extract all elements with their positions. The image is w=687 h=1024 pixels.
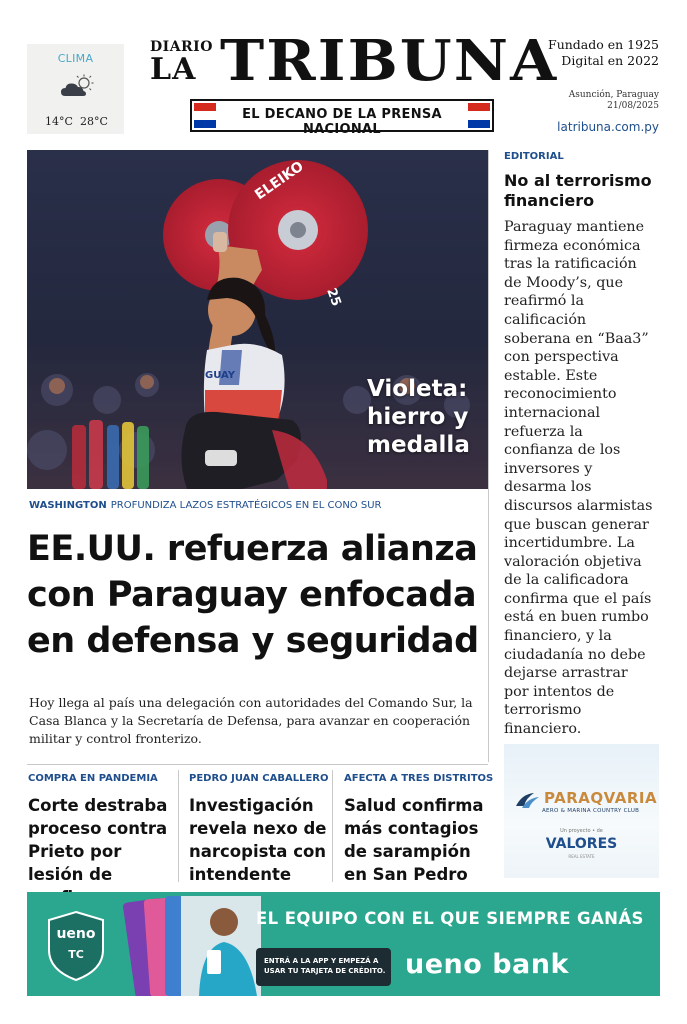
ad-developer-sub: REAL ESTATE: [568, 854, 595, 859]
jersey-text: GUAY: [205, 370, 236, 381]
banner-cta-text: ENTRÁ A LA APP Y EMPEZÁ A USAR TU TARJETA DE CRÉDITO.: [264, 957, 386, 975]
dateline-date: 21/08/2025: [607, 101, 659, 111]
editorial-kicker: EDITORIAL: [504, 151, 564, 162]
temp-min: 14°C: [45, 115, 73, 128]
main-lede: Hoy llega al país una delegación con autoridades del Comando Sur, la Casa Blanca y la Secretaría de Defensa, para avanzar en cooperación militar y control fronterizo.: [29, 695, 473, 746]
masthead-logo[interactable]: TRIBUNA: [220, 28, 559, 94]
credit-cards-illustration: [119, 892, 269, 996]
temp-max: 28°C: [80, 115, 108, 128]
sub-story-kicker: AFECTA A TRES DISTRITOS: [344, 773, 494, 784]
divider: [27, 764, 488, 765]
main-kicker-topic: PROFUNDIZA LAZOS ESTRATÉGICOS EN EL CONO SUR: [110, 500, 382, 511]
ad-developer: VALORES: [545, 836, 618, 852]
paraguay-flag-icon: [468, 103, 490, 128]
banner-bank-logo: ueno bank: [405, 949, 569, 980]
hero-caption[interactable]: Violeta: hierro y medalla: [367, 376, 470, 458]
hero-photo[interactable]: [27, 150, 488, 489]
site-link[interactable]: latribuna.com.py: [557, 120, 659, 134]
sub-story-headline[interactable]: Investigación revela nexo de narcopista con intendente: [189, 796, 327, 884]
editorial-body: Paraguay mantiene firmeza económica tras la ratificación de Moody’s, que reafirmó la calificación soberana en “Baa3” con perspectiva estable. Este reconocimiento internacional refuerza la confianza de los inversores y desarma los discursos alarmistas que buscan generar incertidumbre. La valoración objetiva de la calificadora confirma que el país está en buen rumbo financiero, y la ciudadanía no debe dejarse arrastrar por intentos de terrorismo financiero.: [504, 219, 653, 738]
partly-cloudy-icon: [60, 74, 96, 100]
ueno-shield-logo: [45, 910, 107, 982]
paraguay-flag-icon: [194, 103, 216, 128]
sub-story[interactable]: [344, 773, 494, 886]
weather-label: CLIMA: [57, 52, 94, 65]
main-headline[interactable]: EE.UU. refuerza alianza con Paraguay enfocada en defensa y seguridad: [27, 529, 479, 661]
editorial-title[interactable]: No al terrorismo financiero: [504, 171, 652, 210]
sub-story-kicker: COMPRA EN PANDEMIA: [28, 773, 158, 784]
sub-story-headline[interactable]: Corte destraba proceso contra Prieto por lesión de: [28, 796, 168, 884]
column-divider: [488, 150, 489, 762]
main-kicker-place: WASHINGTON: [29, 500, 107, 511]
sub-story-headline[interactable]: Salud confirma más contagios de sarampión en San Pedro: [344, 796, 484, 884]
sub-story-kicker: PEDRO JUAN CABALLERO: [189, 773, 329, 784]
ad-tagline: AERO & MARINA COUNTRY CLUB: [542, 808, 640, 814]
ad-by: Un proyecto • de: [560, 828, 603, 834]
main-kicker: [29, 500, 381, 511]
wave-logo-icon: [514, 790, 540, 810]
masthead-slogan: EL DECANO DE LA PRENSA NACIONAL: [242, 107, 442, 137]
founded-info: [548, 37, 659, 69]
plate-brand: ELEIKO: [252, 158, 307, 204]
plate-number: 25: [323, 286, 344, 309]
weather-widget: [27, 44, 124, 134]
shield-text-bottom: TC: [68, 948, 84, 961]
dateline: [569, 90, 659, 112]
column-divider: [178, 770, 179, 882]
dateline-city: Asunción, Paraguay: [568, 90, 659, 100]
sub-story[interactable]: [28, 773, 178, 909]
founded-year: Fundado en 1925: [548, 37, 659, 52]
sub-story[interactable]: [189, 773, 339, 886]
side-advertisement[interactable]: [504, 744, 659, 878]
bottom-banner-ad[interactable]: [27, 892, 660, 996]
masthead-diario: DIARIO: [150, 39, 213, 55]
masthead-slogan-band: [190, 99, 494, 137]
digital-year: Digital en 2022: [561, 53, 659, 68]
ad-brand: PARAQVARIA: [544, 789, 658, 807]
masthead-la: LA: [150, 52, 197, 87]
shield-text-top: ueno: [56, 926, 96, 942]
banner-cta-button[interactable]: [256, 948, 391, 986]
banner-tagline: EL EQUIPO CON EL QUE SIEMPRE GANÁS: [256, 909, 644, 928]
